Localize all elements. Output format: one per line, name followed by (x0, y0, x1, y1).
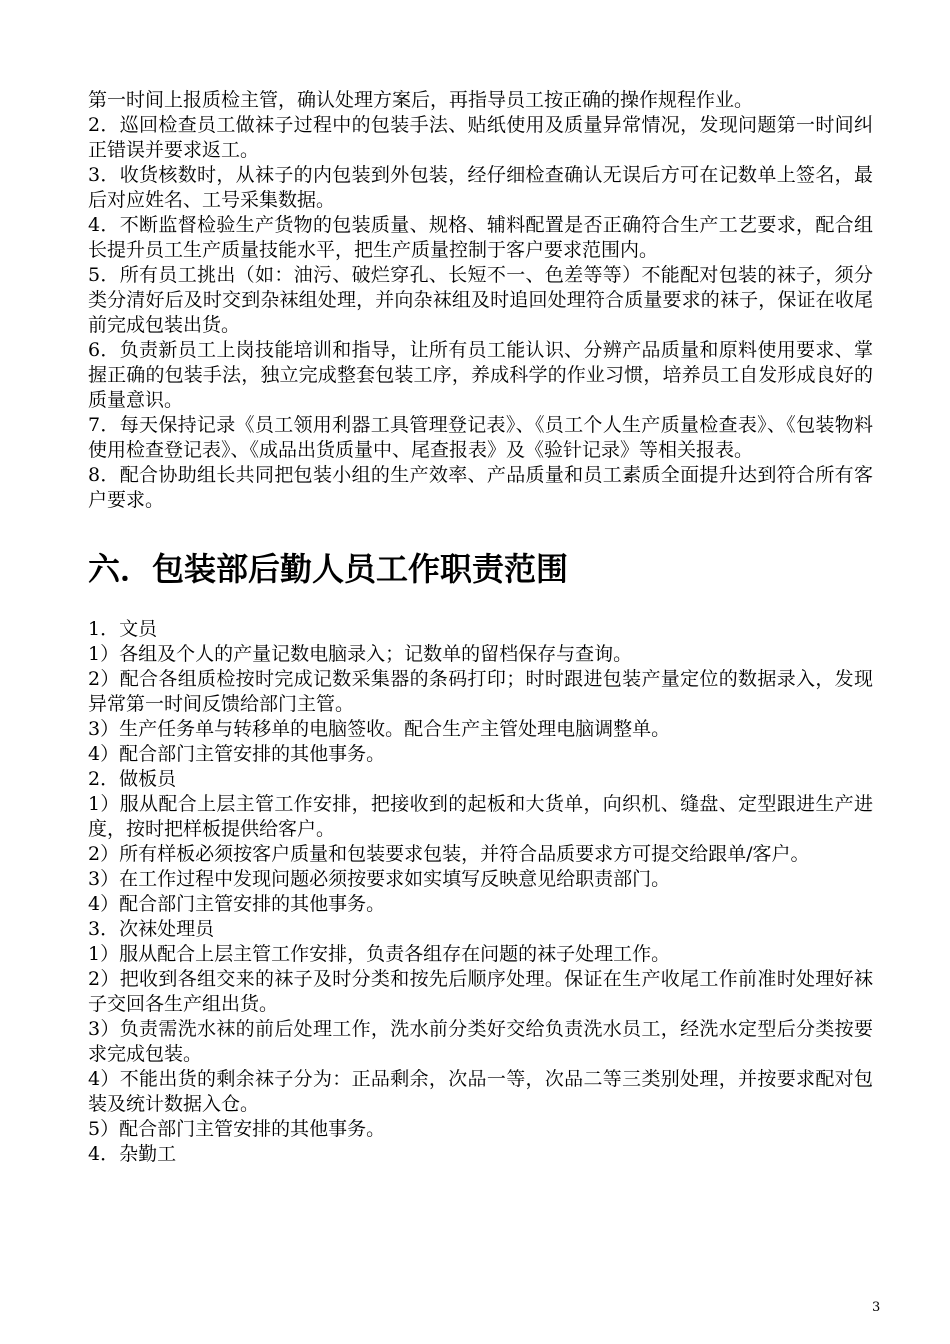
paragraph: 7．每天保持记录《员工领用利器工具管理登记表》、《员工个人生产质量检查表》、《包装物料使用检查登记表》、《成品出货质量中、尾查报表》及《验针记录》等相关报表。 (88, 414, 873, 461)
section-heading: 六．包装部后勤人员工作职责范围 (88, 550, 569, 588)
paragraph: 5．所有员工挑出（如：油污、破烂穿孔、长短不一、色差等等）不能配对包装的袜子，须分类分清好后及时交到杂袜组处理，并向杂袜组及时追回处理符合质量要求的袜子，保证在收尾前完成包装出货。 (88, 264, 873, 336)
paragraph: 1）服从配合上层主管工作安排，把接收到的起板和大货单，向织机、缝盘、定型跟进生产进度，按时把样板提供给客户。 (88, 793, 873, 840)
paragraph: 2）把收到各组交来的袜子及时分类和按先后顺序处理。保证在生产收尾工作前准时处理好袜子交回各生产组出货。 (88, 968, 873, 1015)
paragraph: 3）在工作过程中发现问题必须按要求如实填写反映意见给职责部门。 (88, 868, 671, 890)
paragraph: 第一时间上报质检主管，确认处理方案后，再指导员工按正确的操作规程作业。 (88, 89, 754, 111)
paragraph: 3）负责需洗水袜的前后处理工作，洗水前分类好交给负责洗水员工，经洗水定型后分类按要求完成包装。 (88, 1018, 873, 1065)
paragraph: 2）所有样板必须按客户质量和包装要求包装，并符合品质要求方可提交给跟单/客户。 (88, 843, 810, 865)
subheading-sample-maker: 2．做板员 (88, 768, 177, 790)
subheading-clerk: 1．文员 (88, 618, 158, 640)
document-page (88, 88, 873, 1167)
paragraph: 1）各组及个人的产量记数电脑录入；记数单的留档保存与查询。 (88, 643, 633, 665)
paragraph: 3．收货核数时，从袜子的内包装到外包装，经仔细检查确认无误后方可在记数单上签名，最后对应姓名、工号采集数据。 (88, 164, 873, 211)
paragraph: 4）配合部门主管安排的其他事务。 (88, 893, 386, 915)
paragraph: 3）生产任务单与转移单的电脑签收。配合生产主管处理电脑调整单。 (88, 718, 671, 740)
paragraph: 2）配合各组质检按时完成记数采集器的条码打印；时时跟进包装产量定位的数据录入，发现异常第一时间反馈给部门主管。 (88, 668, 873, 715)
page-number: 3 (872, 1300, 881, 1315)
paragraph: 2．巡回检查员工做袜子过程中的包装手法、贴纸使用及质量异常情况，发现问题第一时间纠正错误并要求返工。 (88, 114, 873, 161)
subheading-defect-handler: 3．次袜处理员 (88, 918, 215, 940)
paragraph: 4）配合部门主管安排的其他事务。 (88, 743, 386, 765)
paragraph: 5）配合部门主管安排的其他事务。 (88, 1118, 386, 1140)
subheading-handyman: 4．杂勤工 (88, 1143, 177, 1165)
paragraph: 6．负责新员工上岗技能培训和指导，让所有员工能认识、分辨产品质量和原料使用要求、掌握正确的包装手法，独立完成整套包装工序，养成科学的作业习惯，培养员工自发形成良好的质量意识。 (88, 339, 873, 411)
section-logistics-duties (88, 617, 873, 1167)
paragraph: 4．不断监督检验生产货物的包装质量、规格、辅料配置是否正确符合生产工艺要求，配合组长提升员工生产质量技能水平，把生产质量控制于客户要求范围内。 (88, 214, 873, 261)
section-quality-duties (88, 88, 873, 513)
paragraph: 8．配合协助组长共同把包装小组的生产效率、产品质量和员工素质全面提升达到符合所有客户要求。 (88, 464, 873, 511)
paragraph: 1）服从配合上层主管工作安排，负责各组存在问题的袜子处理工作。 (88, 943, 671, 965)
paragraph: 4）不能出货的剩余袜子分为：正品剩余，次品一等，次品二等三类别处理，并按要求配对包装及统计数据入仓。 (88, 1068, 873, 1115)
